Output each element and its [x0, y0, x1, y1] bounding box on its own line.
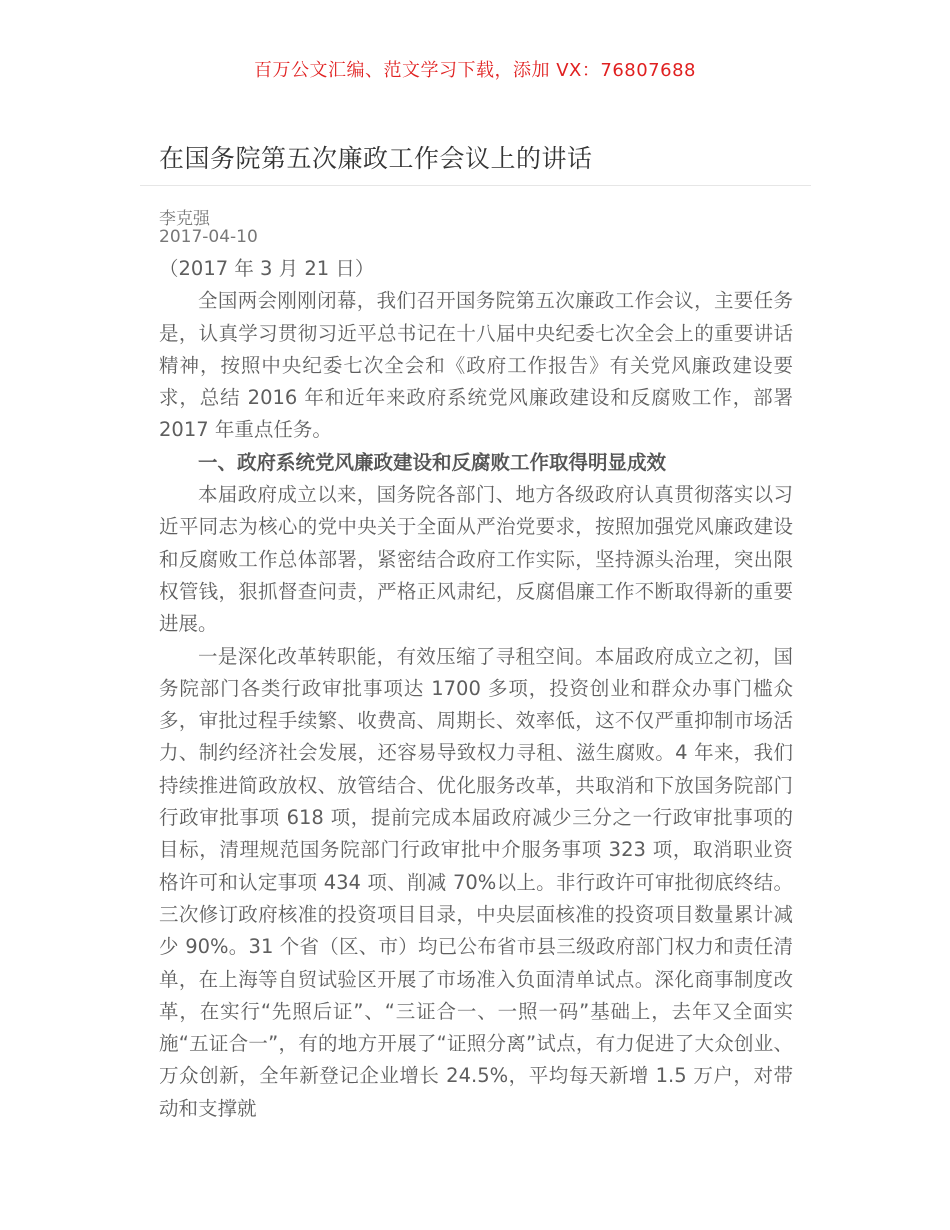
publish-date: 2017-04-10 — [159, 227, 258, 247]
speech-date-paragraph: （2017 年 3 月 21 日） — [159, 257, 375, 280]
watermark-banner: 百万公文汇编、范文学习下载，添加 VX：76807688 — [254, 60, 696, 81]
article-body — [159, 253, 793, 1125]
body-paragraph: 本届政府成立以来，国务院各部门、地方各级政府认真贯彻落实以习近平同志为核心的党中央关于全面从严治党要求，按照加强党风廉政建设和反腐败工作总体部署，紧密结合政府工作实际，坚持源头治理，突出限权管钱，狠抓督查问责，严格正风肃纪，反腐倡廉工作不断取得新的重要进展。 — [159, 483, 793, 636]
page-title: 在国务院第五次廉政工作会议上的讲话 — [159, 144, 593, 173]
title-divider — [140, 185, 811, 186]
author-name: 李克强 — [159, 209, 210, 229]
body-paragraph: 一是深化改革转职能，有效压缩了寻租空间。本届政府成立之初，国务院部门各类行政审批事项达 1700 多项，投资创业和群众办事门槛众多，审批过程手续繁、收费高、周期长、效率低，这不仅严重抑制市场活力、制约经济社会发展，还容易导致权力寻租、滋生腐败。4 年来，我们持续推进简政放权、放管结合、优化服务改革，共取消和下放国务院部门行政审批事项 618 项，提前完成本届政府减少三分之一行政审批事项的目标，清理规范国务院部门行政审批中介服务事项 323 项，取消职业资格许可和认定事项 434 项、削减 70%以上。非行政许可审批彻底终结。三次修订政府核准的投资项目目录，中央层面核准的投资项目数量累计减少 90%。31 个省（区、市）均已公布省市县三级政府部门权力和责任清单，在上海等自贸试验区开展了市场准入负面清单试点。深化商事制度改革，在实行“先照后证”、“三证合一、一照一码”基础上，去年又全面实施“五证合一”，有的地方开展了“证照分离”试点，有力促进了大众创业、万众创新，全年新登记企业增长 24.5%，平均每天新增 1.5 万户，对带动和支撑就 — [159, 644, 793, 1120]
section-heading: 一、政府系统党风廉政建设和反腐败工作取得明显成效 — [198, 450, 667, 474]
body-paragraph: 全国两会刚刚闭幕，我们召开国务院第五次廉政工作会议，主要任务是，认真学习贯彻习近平总书记在十八届中央纪委七次全会上的重要讲话精神，按照中央纪委七次全会和《政府工作报告》有关党风廉政建设要求，总结 2016 年和近年来政府系统党风廉政建设和反腐败工作，部署 2017 年重点任务。 — [159, 289, 793, 442]
